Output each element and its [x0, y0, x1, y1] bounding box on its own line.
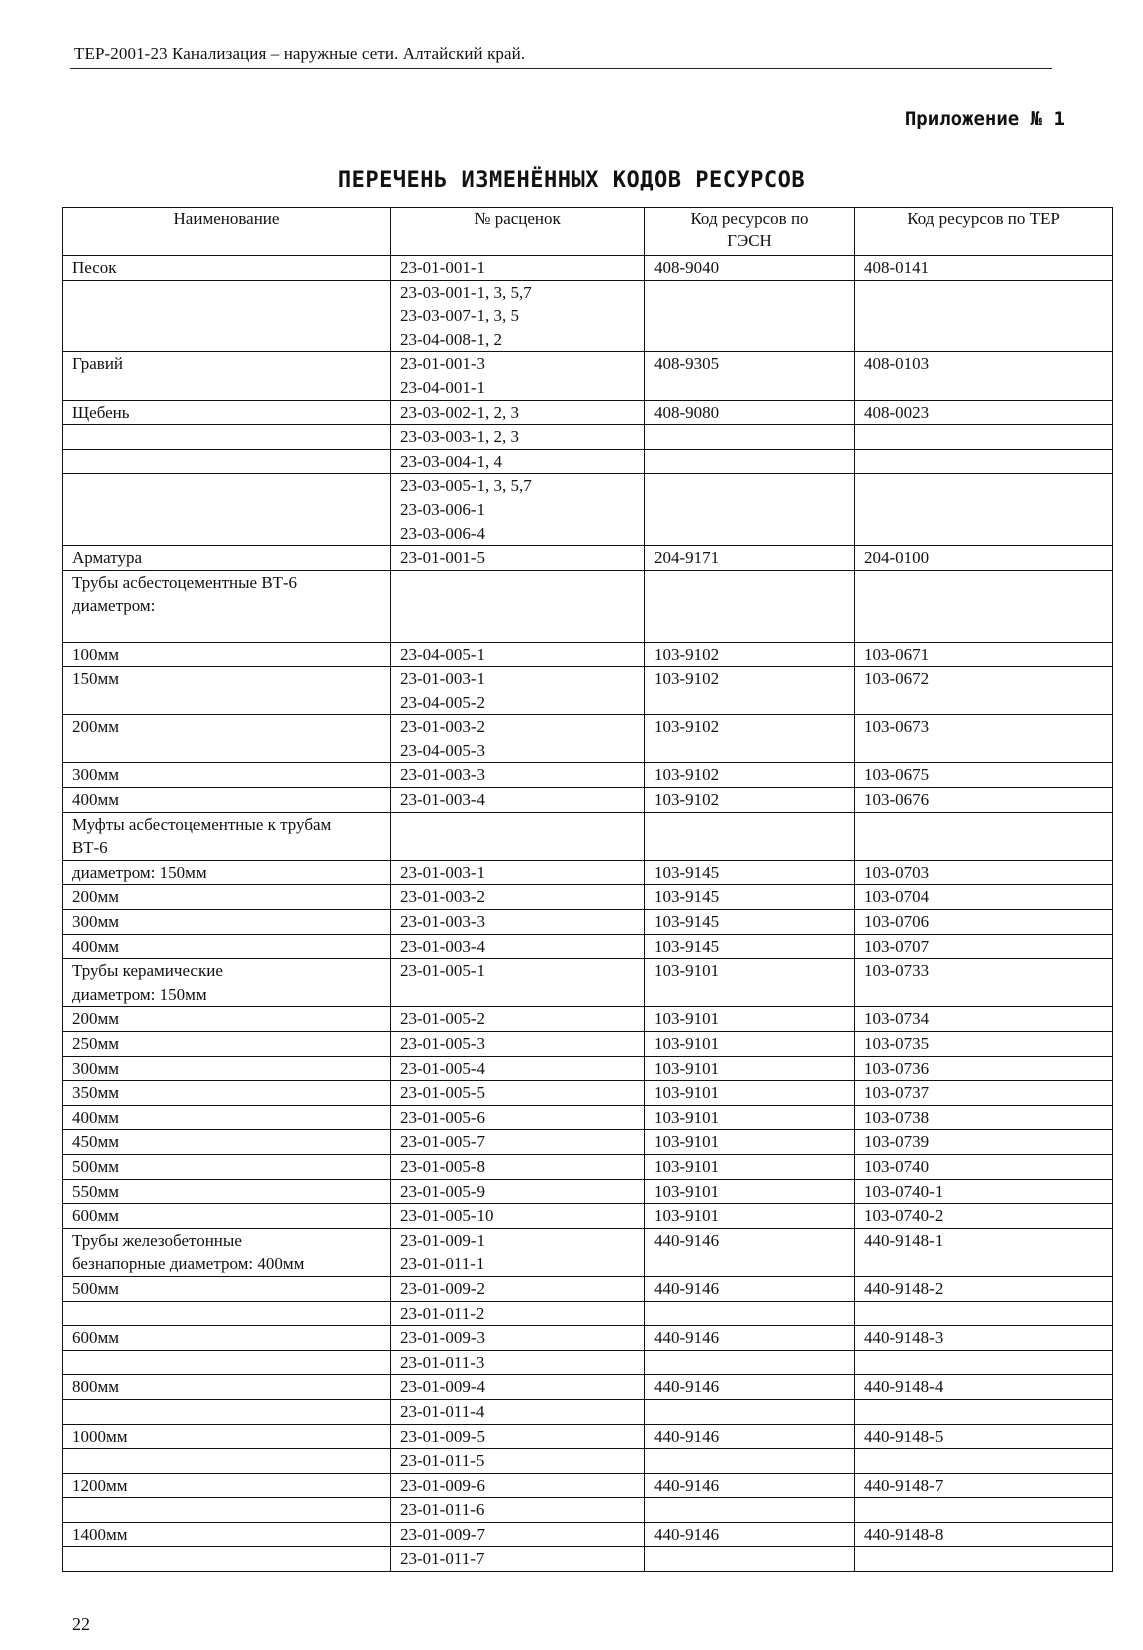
- cell-ter: [855, 449, 1113, 474]
- cell-rates-line: 23-04-001-1: [400, 377, 485, 397]
- table-row: [63, 1449, 1113, 1474]
- column-header-ter: [855, 208, 1113, 256]
- cell-name: [63, 1547, 391, 1572]
- cell-rates: 23-01-003-3: [391, 763, 645, 788]
- cell-name: [63, 1399, 391, 1424]
- cell-ter: [855, 1301, 1113, 1326]
- table-row: [63, 1056, 1113, 1081]
- cell-rates-line: 23-04-005-3: [400, 740, 485, 760]
- cell-ter: 408-0023: [855, 400, 1113, 425]
- table-row: [63, 1375, 1113, 1400]
- table-row: [63, 788, 1113, 813]
- table-row: [63, 449, 1113, 474]
- cell-gesn: 440-9146: [645, 1276, 855, 1301]
- cell-name: диаметром: 150мм: [63, 860, 391, 885]
- cell-gesn: 103-9102: [645, 667, 855, 715]
- cell-rates-line: 23-01-001-3: [400, 354, 485, 374]
- column-header-rates: № расценок: [391, 208, 645, 256]
- cell-gesn: [645, 1301, 855, 1326]
- cell-name: 600мм: [63, 1204, 391, 1229]
- cell-rates: 23-01-005-9: [391, 1179, 645, 1204]
- cell-name: 500мм: [63, 1276, 391, 1301]
- cell-rates-line: 23-03-005-1, 3, 5,7: [400, 476, 532, 496]
- cell-rates-line: 23-01-011-1: [400, 1254, 485, 1274]
- cell-ter: 440-9148-7: [855, 1473, 1113, 1498]
- table-row: [63, 1547, 1113, 1572]
- cell-name: 350мм: [63, 1081, 391, 1106]
- header-rule: [70, 68, 1052, 69]
- cell-rates: 23-01-011-5: [391, 1449, 645, 1474]
- cell-ter: 103-0704: [855, 885, 1113, 910]
- table-row: [63, 1498, 1113, 1523]
- cell-name-line: диаметром: 150мм: [72, 984, 207, 1004]
- cell-rates: 23-01-009-2: [391, 1276, 645, 1301]
- appendix-label: Приложение № 1: [904, 108, 1065, 130]
- cell-name: 500мм: [63, 1154, 391, 1179]
- table-row: [63, 667, 1113, 715]
- cell-gesn: 103-9145: [645, 934, 855, 959]
- cell-gesn: [645, 570, 855, 642]
- table-row: [63, 1105, 1113, 1130]
- table-row: [63, 1228, 1113, 1276]
- cell-gesn: [645, 474, 855, 546]
- cell-name-line: Муфты асбестоцементные к трубам: [72, 814, 332, 834]
- table-row: [63, 1081, 1113, 1106]
- table-row: [63, 910, 1113, 935]
- page-title: ПЕРЕЧЕНЬ ИЗМЕНЁННЫХ КОДОВ РЕСУРСОВ: [337, 168, 806, 193]
- cell-ter: 103-0737: [855, 1081, 1113, 1106]
- cell-rates-line: 23-01-003-2: [400, 717, 485, 737]
- cell-rates: 23-01-003-4: [391, 788, 645, 813]
- cell-name: [63, 1301, 391, 1326]
- cell-ter: 103-0707: [855, 934, 1113, 959]
- cell-ter: 440-9148-8: [855, 1522, 1113, 1547]
- cell-rates: 23-01-003-4: [391, 934, 645, 959]
- cell-ter: 103-0736: [855, 1056, 1113, 1081]
- cell-gesn: 440-9146: [645, 1473, 855, 1498]
- cell-ter: [855, 1547, 1113, 1572]
- cell-gesn: 103-9145: [645, 885, 855, 910]
- cell-gesn: 103-9101: [645, 1007, 855, 1032]
- cell-name: 200мм: [63, 1007, 391, 1032]
- cell-ter: 440-9148-5: [855, 1424, 1113, 1449]
- cell-ter: 103-0734: [855, 1007, 1113, 1032]
- cell-name-line: диаметром:: [72, 596, 156, 616]
- cell-gesn: 440-9146: [645, 1424, 855, 1449]
- cell-gesn: 103-9101: [645, 1154, 855, 1179]
- cell-name: 400мм: [63, 934, 391, 959]
- cell-name: 800мм: [63, 1375, 391, 1400]
- cell-rates: 23-01-005-1: [391, 959, 645, 1007]
- cell-rates: [391, 280, 645, 352]
- cell-name: 400мм: [63, 788, 391, 813]
- cell-name: [63, 1228, 391, 1276]
- cell-gesn: [645, 1350, 855, 1375]
- table-row: [63, 1130, 1113, 1155]
- cell-gesn: 103-9102: [645, 788, 855, 813]
- table-row: [63, 763, 1113, 788]
- cell-rates: 23-01-011-2: [391, 1301, 645, 1326]
- cell-name: Арматура: [63, 546, 391, 571]
- cell-name: 300мм: [63, 1056, 391, 1081]
- cell-ter: 103-0672: [855, 667, 1113, 715]
- cell-ter: 103-0673: [855, 715, 1113, 763]
- cell-rates: 23-01-011-7: [391, 1547, 645, 1572]
- page-number: 22: [72, 1614, 90, 1634]
- cell-name-line: Трубы железобетонные: [72, 1230, 242, 1250]
- cell-ter: 103-0733: [855, 959, 1113, 1007]
- cell-gesn: [645, 1498, 855, 1523]
- cell-name: [63, 1498, 391, 1523]
- cell-name: 600мм: [63, 1326, 391, 1351]
- cell-ter: 103-0675: [855, 763, 1113, 788]
- cell-name: 200мм: [63, 885, 391, 910]
- cell-gesn: 408-9040: [645, 256, 855, 281]
- cell-gesn: 103-9101: [645, 1032, 855, 1057]
- cell-ter: [855, 425, 1113, 450]
- cell-name: [63, 474, 391, 546]
- cell-rates: 23-01-005-5: [391, 1081, 645, 1106]
- column-header-gesn: [645, 208, 855, 256]
- cell-gesn: 103-9101: [645, 1081, 855, 1106]
- cell-name: 250мм: [63, 1032, 391, 1057]
- cell-rates-line: 23-03-007-1, 3, 5: [400, 306, 519, 326]
- cell-rates: 23-01-005-4: [391, 1056, 645, 1081]
- cell-rates: 23-01-009-4: [391, 1375, 645, 1400]
- cell-ter: 103-0671: [855, 642, 1113, 667]
- cell-rates: 23-01-005-10: [391, 1204, 645, 1229]
- cell-name: 100мм: [63, 642, 391, 667]
- cell-name-line: безнапорные диаметром: 400мм: [72, 1254, 305, 1274]
- cell-rates: 23-01-011-6: [391, 1498, 645, 1523]
- cell-rates: 23-01-005-3: [391, 1032, 645, 1057]
- cell-rates: 23-01-003-1: [391, 860, 645, 885]
- cell-name: 450мм: [63, 1130, 391, 1155]
- cell-ter: [855, 570, 1113, 642]
- cell-rates: 23-03-002-1, 2, 3: [391, 400, 645, 425]
- cell-gesn: 103-9101: [645, 1179, 855, 1204]
- table-row: [63, 934, 1113, 959]
- cell-rates: [391, 812, 645, 860]
- cell-ter: 103-0706: [855, 910, 1113, 935]
- cell-rates-line: 23-01-009-1: [400, 1230, 485, 1250]
- cell-ter: [855, 1449, 1113, 1474]
- table-header-row: [63, 208, 1113, 256]
- cell-name: 300мм: [63, 763, 391, 788]
- cell-ter: 103-0740-1: [855, 1179, 1113, 1204]
- cell-rates: 23-01-005-8: [391, 1154, 645, 1179]
- cell-name: 200мм: [63, 715, 391, 763]
- cell-rates-line: 23-04-005-2: [400, 692, 485, 712]
- table-body: [63, 256, 1113, 1572]
- cell-ter: 103-0676: [855, 788, 1113, 813]
- table-row: [63, 1204, 1113, 1229]
- cell-name: [63, 1449, 391, 1474]
- cell-name-line: [72, 618, 390, 642]
- cell-rates: 23-01-003-2: [391, 885, 645, 910]
- cell-name: 1200мм: [63, 1473, 391, 1498]
- cell-gesn: 103-9102: [645, 642, 855, 667]
- table-row: [63, 1326, 1113, 1351]
- cell-rates: 23-03-003-1, 2, 3: [391, 425, 645, 450]
- cell-name: 400мм: [63, 1105, 391, 1130]
- cell-ter: 103-0735: [855, 1032, 1113, 1057]
- cell-ter: [855, 1399, 1113, 1424]
- table-row: [63, 400, 1113, 425]
- cell-name: 150мм: [63, 667, 391, 715]
- table-row: [63, 1154, 1113, 1179]
- cell-gesn: [645, 280, 855, 352]
- cell-gesn: [645, 1399, 855, 1424]
- cell-gesn: 103-9101: [645, 1105, 855, 1130]
- column-header-ter-text: Код ресурсов по ТЕР: [907, 209, 1060, 228]
- cell-ter: 103-0739: [855, 1130, 1113, 1155]
- cell-gesn: 103-9101: [645, 1056, 855, 1081]
- cell-rates: 23-01-001-5: [391, 546, 645, 571]
- table-row: [63, 425, 1113, 450]
- cell-gesn: [645, 812, 855, 860]
- table-row: [63, 1350, 1113, 1375]
- table-row: [63, 959, 1113, 1007]
- table-row: [63, 546, 1113, 571]
- cell-name: [63, 1350, 391, 1375]
- cell-name: [63, 449, 391, 474]
- cell-gesn: 440-9146: [645, 1326, 855, 1351]
- cell-name-line: Трубы керамические: [72, 961, 223, 981]
- cell-name: 1000мм: [63, 1424, 391, 1449]
- cell-gesn: 408-9305: [645, 352, 855, 400]
- cell-ter: 408-0103: [855, 352, 1113, 400]
- cell-name: 550мм: [63, 1179, 391, 1204]
- cell-rates: 23-01-009-7: [391, 1522, 645, 1547]
- cell-ter: 440-9148-1: [855, 1228, 1113, 1276]
- cell-ter: 103-0703: [855, 860, 1113, 885]
- cell-rates: 23-01-001-1: [391, 256, 645, 281]
- cell-name: [63, 425, 391, 450]
- cell-gesn: 408-9080: [645, 400, 855, 425]
- cell-rates: [391, 667, 645, 715]
- table-row: [63, 474, 1113, 546]
- cell-rates: [391, 570, 645, 642]
- cell-ter: 103-0738: [855, 1105, 1113, 1130]
- cell-rates: 23-01-009-6: [391, 1473, 645, 1498]
- cell-ter: 103-0740: [855, 1154, 1113, 1179]
- cell-gesn: [645, 1547, 855, 1572]
- table-row: [63, 1473, 1113, 1498]
- cell-rates-line: 23-04-008-1, 2: [400, 329, 502, 349]
- cell-rates-line: 23-01-003-1: [400, 669, 485, 689]
- cell-gesn: 103-9102: [645, 715, 855, 763]
- cell-rates: 23-01-011-4: [391, 1399, 645, 1424]
- table-row: [63, 1424, 1113, 1449]
- table-row: [63, 1179, 1113, 1204]
- table-row: [63, 1301, 1113, 1326]
- cell-rates: [391, 1228, 645, 1276]
- cell-rates-line: 23-03-006-4: [400, 523, 485, 543]
- cell-name: [63, 570, 391, 642]
- cell-gesn: 440-9146: [645, 1228, 855, 1276]
- table-row: [63, 1007, 1113, 1032]
- cell-rates: 23-01-005-7: [391, 1130, 645, 1155]
- column-header-name: Наименование: [63, 208, 391, 256]
- cell-gesn: 103-9145: [645, 860, 855, 885]
- cell-gesn: 103-9102: [645, 763, 855, 788]
- cell-ter: [855, 280, 1113, 352]
- table-row: [63, 642, 1113, 667]
- cell-rates: [391, 352, 645, 400]
- table-row: [63, 812, 1113, 860]
- cell-rates: 23-01-009-5: [391, 1424, 645, 1449]
- cell-rates: 23-01-005-2: [391, 1007, 645, 1032]
- cell-gesn: 204-9171: [645, 546, 855, 571]
- cell-name-line: ВТ-6: [72, 838, 108, 858]
- running-header: ТЕР-2001-23 Канализация – наружные сети. Алтайский край.: [74, 44, 526, 63]
- table-row: [63, 1032, 1113, 1057]
- cell-gesn: 440-9146: [645, 1375, 855, 1400]
- column-header-gesn-text: Код ресурсов по ГЭСН: [690, 209, 809, 250]
- cell-gesn: [645, 449, 855, 474]
- cell-rates: 23-01-009-3: [391, 1326, 645, 1351]
- cell-rates-line: 23-03-006-1: [400, 499, 485, 519]
- cell-name: 300мм: [63, 910, 391, 935]
- cell-gesn: 103-9145: [645, 910, 855, 935]
- cell-ter: [855, 812, 1113, 860]
- cell-rates: 23-01-003-3: [391, 910, 645, 935]
- cell-ter: [855, 474, 1113, 546]
- table-row: [63, 1276, 1113, 1301]
- table-row: [63, 352, 1113, 400]
- table-row: [63, 280, 1113, 352]
- cell-name: Гравий: [63, 352, 391, 400]
- table-row: [63, 256, 1113, 281]
- cell-ter: [855, 1498, 1113, 1523]
- cell-rates-line: 23-03-001-1, 3, 5,7: [400, 282, 532, 302]
- cell-gesn: [645, 425, 855, 450]
- cell-name-line: Трубы асбестоцементные ВТ-6: [72, 572, 298, 592]
- table-row: [63, 1399, 1113, 1424]
- cell-gesn: 103-9101: [645, 1204, 855, 1229]
- resource-codes-table: [62, 207, 1113, 1572]
- cell-rates: 23-04-005-1: [391, 642, 645, 667]
- cell-ter: 204-0100: [855, 546, 1113, 571]
- cell-ter: 408-0141: [855, 256, 1113, 281]
- cell-name: Песок: [63, 256, 391, 281]
- table-row: [63, 885, 1113, 910]
- cell-gesn: [645, 1449, 855, 1474]
- cell-gesn: 103-9101: [645, 959, 855, 1007]
- cell-rates: [391, 715, 645, 763]
- cell-name: [63, 812, 391, 860]
- cell-ter: 440-9148-4: [855, 1375, 1113, 1400]
- cell-name: [63, 280, 391, 352]
- table-row: [63, 570, 1113, 642]
- cell-gesn: 440-9146: [645, 1522, 855, 1547]
- cell-rates: 23-01-005-6: [391, 1105, 645, 1130]
- cell-rates: 23-01-011-3: [391, 1350, 645, 1375]
- cell-ter: 440-9148-2: [855, 1276, 1113, 1301]
- table-row: [63, 860, 1113, 885]
- cell-rates: 23-03-004-1, 4: [391, 449, 645, 474]
- cell-ter: [855, 1350, 1113, 1375]
- table-row: [63, 715, 1113, 763]
- cell-ter: 103-0740-2: [855, 1204, 1113, 1229]
- cell-ter: 440-9148-3: [855, 1326, 1113, 1351]
- cell-name: [63, 959, 391, 1007]
- cell-name: 1400мм: [63, 1522, 391, 1547]
- cell-gesn: 103-9101: [645, 1130, 855, 1155]
- cell-rates: [391, 474, 645, 546]
- cell-name: Щебень: [63, 400, 391, 425]
- table-row: [63, 1522, 1113, 1547]
